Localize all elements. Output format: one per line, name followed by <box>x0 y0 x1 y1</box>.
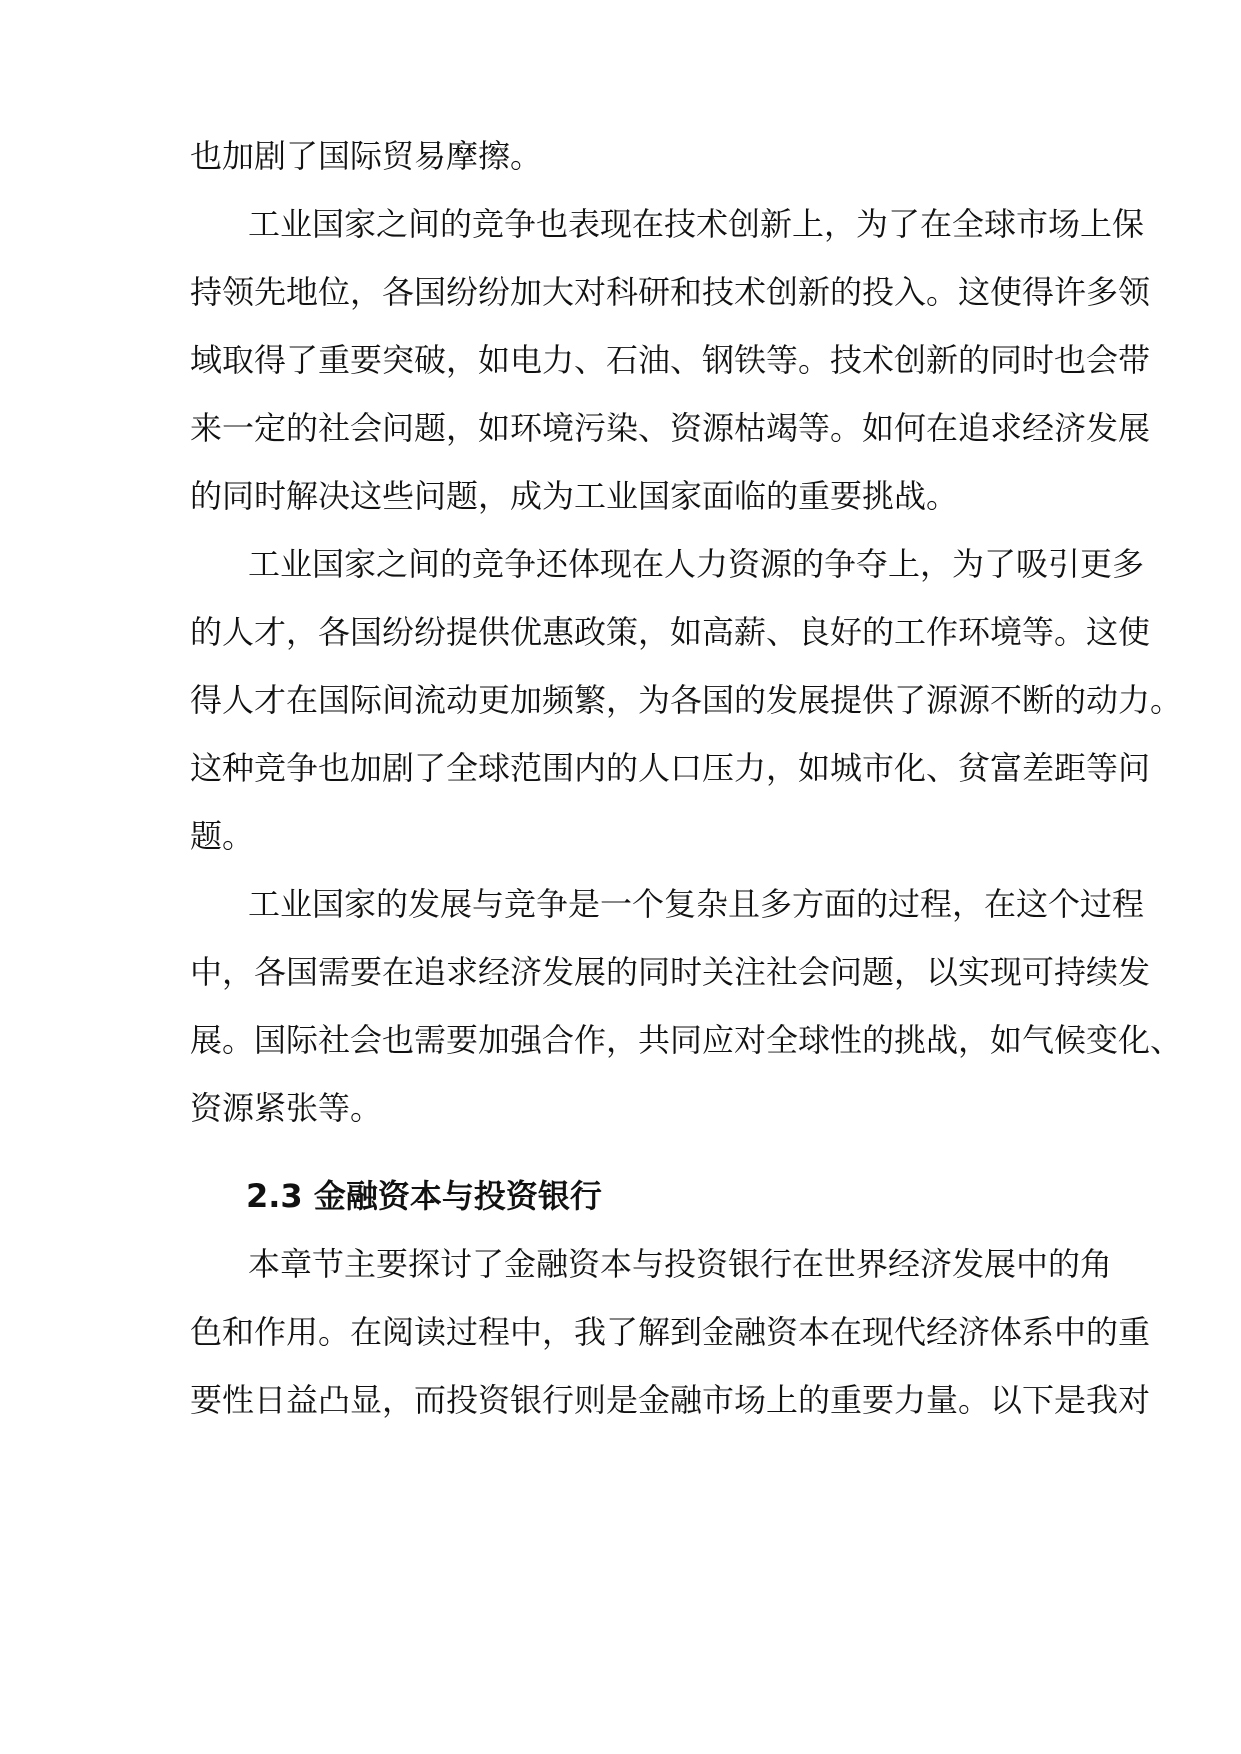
text-line: 工业国家之间的竞争还体现在人力资源的争夺上，为了吸引更多 <box>248 545 1145 583</box>
text-line: 也加剧了国际贸易摩擦。 <box>190 137 543 175</box>
text-line: 要性日益凸显，而投资银行则是金融市场上的重要力量。以下是我对 <box>190 1381 1151 1419</box>
text-line: 中，各国需要在追求经济发展的同时关注社会问题，以实现可持续发 <box>190 953 1151 991</box>
text-line: 色和作用。在阅读过程中，我了解到金融资本在现代经济体系中的重 <box>190 1313 1151 1351</box>
text-line: 这种竞争也加剧了全球范围内的人口压力，如城市化、贫富差距等问 <box>190 749 1151 787</box>
text-line: 工业国家的发展与竞争是一个复杂且多方面的过程，在这个过程 <box>248 885 1145 923</box>
text-line: 域取得了重要突破，如电力、石油、钢铁等。技术创新的同时也会带 <box>190 341 1151 379</box>
text-line: 持领先地位，各国纷纷加大对科研和技术创新的投入。这使得许多领 <box>190 273 1151 311</box>
text-line: 工业国家之间的竞争也表现在技术创新上，为了在全球市场上保 <box>248 205 1145 243</box>
text-line: 来一定的社会问题，如环境污染、资源枯竭等。如何在追求经济发展 <box>190 409 1151 447</box>
text-line: 题。 <box>190 817 255 855</box>
text-line: 的人才，各国纷纷提供优惠政策，如高薪、良好的工作环境等。这使 <box>190 613 1151 651</box>
text-line: 本章节主要探讨了金融资本与投资银行在世界经济发展中的角 <box>248 1245 1113 1283</box>
text-line: 的同时解决这些问题，成为工业国家面临的重要挑战。 <box>190 477 959 515</box>
text-line: 资源紧张等。 <box>190 1089 383 1127</box>
section-heading: 2.3 金融资本与投资银行 <box>246 1177 602 1215</box>
text-line: 展。国际社会也需要加强合作，共同应对全球性的挑战，如气候变化、 <box>190 1021 1183 1059</box>
text-line: 得人才在国际间流动更加频繁，为各国的发展提供了源源不断的动力。 <box>190 681 1183 719</box>
